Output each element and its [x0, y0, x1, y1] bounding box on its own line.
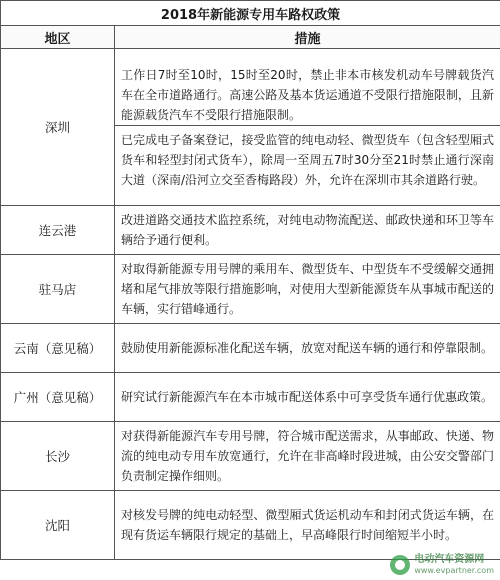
measure-text: 鼓励使用新能源标准化配送车辆，放宽对配送车辆的通行和停靠限制。 [121, 341, 494, 355]
measure-text: 研究试行新能源汽车在本市城市配送体系中可享受货车通行优惠政策。 [121, 390, 494, 404]
measure-text: 工作日7时至10时，15时至20时，禁止非本市核发机动车号牌载货汽车在全市道路通行。高速公路及基本货运通道不受限行措施限制，且新能源载货汽车不受限行措施限制。 [121, 67, 494, 122]
region-cell: 深圳 [1, 49, 115, 206]
header-region: 地区 [1, 26, 115, 49]
region-cell: 长沙 [1, 422, 115, 491]
measure-text: 改进道路交通技术监控系统，对纯电动物流配送、邮政快递和环卫等车辆给予通行便利。 [121, 213, 494, 247]
region-cell: 云南（意见稿） [1, 324, 115, 373]
region-cell: 沈阳 [1, 491, 115, 560]
measure-text: 对取得新能源专用号牌的乘用车、微型货车、中型货车不受缓解交通拥堵和尾气排放等限行措施影响，对使用大型新能源货车从事城市配送的车辆，实行错峰通行。 [121, 262, 494, 316]
title-row [1, 1, 500, 26]
region-cell: 广州（意见稿） [1, 373, 115, 422]
region-cell: 驻马店 [1, 255, 115, 324]
region-cell: 连云港 [1, 206, 115, 255]
table-row [1, 255, 500, 324]
measure-cell [115, 255, 500, 324]
measure-cell [115, 49, 500, 206]
watermark-text [414, 554, 494, 576]
watermark-site: www.evpartner.com [414, 566, 494, 575]
table-title: 2018年新能源专用车路权政策 [1, 1, 500, 26]
table-row [1, 324, 500, 373]
measure-text: 对核发号牌的纯电动轻型、微型厢式货运机动车和封闭式货运车辆，在现有货运车辆限行规定的基础上，早高峰限行时间缩短半小时。 [121, 508, 494, 542]
watermark-name: 电动汽车资源网 [414, 554, 485, 565]
table-row [1, 491, 500, 560]
table-row [1, 373, 500, 422]
measure-cell [115, 491, 500, 560]
measure-text: 对获得新能源汽车专用号牌，符合城市配送需求，从事邮政、快递、物流的纯电动专用车放宽通行，允许在非高峰时段进城，由公安交警部门负责制定操作细则。 [121, 429, 494, 483]
header-measures: 措施 [115, 26, 500, 49]
measure-text: 已完成电子备案登记，接受监管的纯电动轻、微型货车（包含轻型厢式货车和轻型封闭式货车），除周一至周五7时30分至21时禁止通行深南大道（深南/沿河立交至香梅路段）外，允许在深圳市其余道路行驶。 [115, 125, 500, 190]
measure-cell [115, 324, 500, 373]
watermark [390, 554, 494, 576]
measure-cell [115, 206, 500, 255]
table-row [1, 206, 500, 255]
watermark-logo-icon [390, 555, 410, 575]
header-row [1, 26, 500, 49]
table-row [1, 422, 500, 491]
measure-cell [115, 373, 500, 422]
measure-cell [115, 422, 500, 491]
table-row [1, 49, 500, 206]
